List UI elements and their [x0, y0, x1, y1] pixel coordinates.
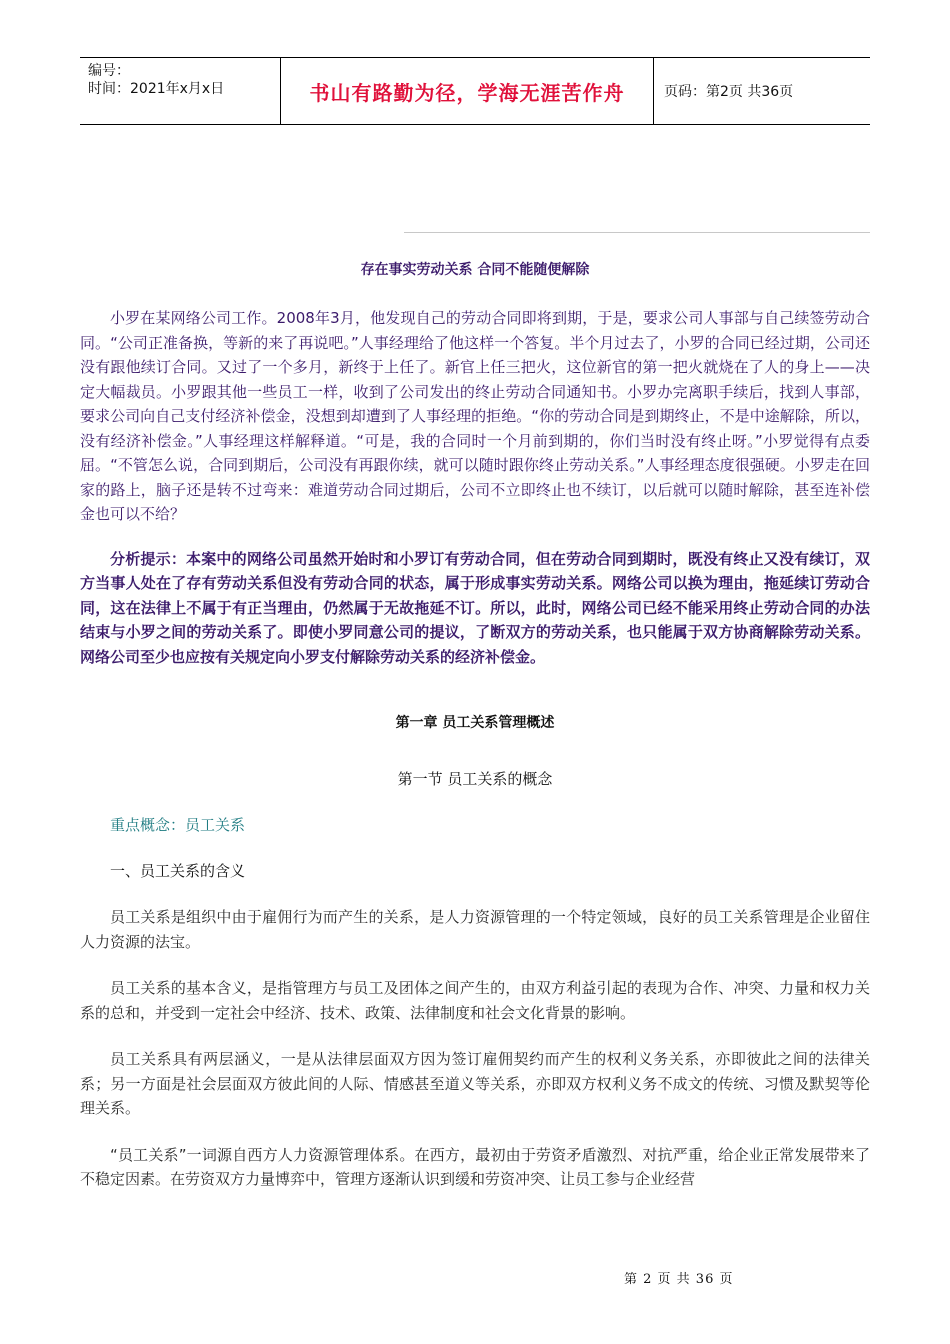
- divider-line: [404, 232, 870, 233]
- case-analysis-paragraph: 分析提示：本案中的网络公司虽然开始时和小罗订有劳动合同，但在劳动合同到期时，既没有终止又没有续订，双方当事人处在了存有劳动关系但没有劳动合同的状态，属于形成事实劳动关系。网络公司以换为理由，拖延续订劳动合同，这在法律上不属于有正当理由，仍然属于无故拖延不订。所以，此时，网络公司已经不能采用终止劳动合同的办法结束与小罗之间的劳动关系了。即使小罗同意公司的提议，了断双方的劳动关系，也只能属于双方协商解除劳动关系。网络公司至少也应按有关规定向小罗支付解除劳动关系的经济补偿金。: [80, 549, 870, 666]
- page-footer: 第 2 页 共 36 页: [624, 1272, 734, 1287]
- body-paragraph: 员工关系具有两层涵义，一是从法律层面双方因为签订雇佣契约而产生的权利义务关系，亦即彼此之间的法律关系；另一方面是社会层面双方彼此间的人际、情感甚至道义等关系，亦即双方权利义务不成文的传统、习惯及默契等伦理关系。: [80, 1050, 870, 1117]
- document-time-label: 时间：2021年x月x日: [88, 81, 225, 97]
- header-info-cell: [80, 58, 281, 124]
- document-header: [80, 57, 870, 125]
- section-title: 第一节 员工关系的概念: [397, 770, 553, 788]
- key-concept: 重点概念：员工关系: [110, 816, 246, 834]
- chapter-title: 第一章 员工关系管理概述: [395, 715, 555, 731]
- body-paragraph: 员工关系的基本含义，是指管理方与员工及团体之间产生的，由双方利益引起的表现为合作、冲突、力量和权力关系的总和，并受到一定社会中经济、技术、政策、法律制度和社会文化背景的影响。: [80, 979, 870, 1022]
- header-page-code: 页码：第2页 共36页: [664, 84, 794, 100]
- sub-heading: 一、员工关系的含义: [110, 862, 246, 880]
- case-title: 存在事实劳动关系 合同不能随便解除: [360, 262, 590, 278]
- case-story-paragraph: 小罗在某网络公司工作。2008年3月，他发现自己的劳动合同即将到期，于是，要求公司人事部与自己续签劳动合同。“公司正准备换，等新的来了再说吧。”人事经理给了他这样一个答复。半个月过去了，小罗的合同已经过期，公司还没有跟他续订合同。又过了一个多月，新终于上任了。新官上任三把火，这位新官的第一把火就烧在了人的身上——决定大幅裁员。小罗跟其他一些员工一样，收到了公司发出的终止劳动合同通知书。小罗办完离职手续后，找到人事部，要求公司向自己支付经济补偿金，没想到却遭到了人事经理的拒绝。“你的劳动合同是到期终止，不是中途解除，所以，没有经济补偿金。”人事经理这样解释道。“可是，我的合同时一个月前到期的，你们当时没有终止呀。”小罗觉得有点委屈。“不管怎么说，合同到期后，公司没有再跟你续，就可以随时跟你终止劳动关系。”人事经理态度很强硬。小罗走在回家的路上，脑子还是转不过弯来：难道劳动合同过期后，公司不立即终止也不续订，以后就可以随时解除，甚至连补偿金也可以不给？: [80, 309, 870, 523]
- body-paragraph: “员工关系”一词源自西方人力资源管理体系。在西方，最初由于劳资矛盾激烈、对抗严重，给企业正常发展带来了不稳定因素。在劳资双方力量博弈中，管理方逐渐认识到缓和劳资冲突、让员工参与企业经营: [80, 1145, 870, 1188]
- document-number-label: 编号：: [88, 63, 130, 79]
- header-motto: 书山有路勤为径，学海无涯苦作舟: [281, 58, 654, 124]
- document-body: [80, 258, 870, 1192]
- body-paragraph: 员工关系是组织中由于雇佣行为而产生的关系，是人力资源管理的一个特定领域，良好的员工关系管理是企业留住人力资源的法宝。: [80, 908, 870, 951]
